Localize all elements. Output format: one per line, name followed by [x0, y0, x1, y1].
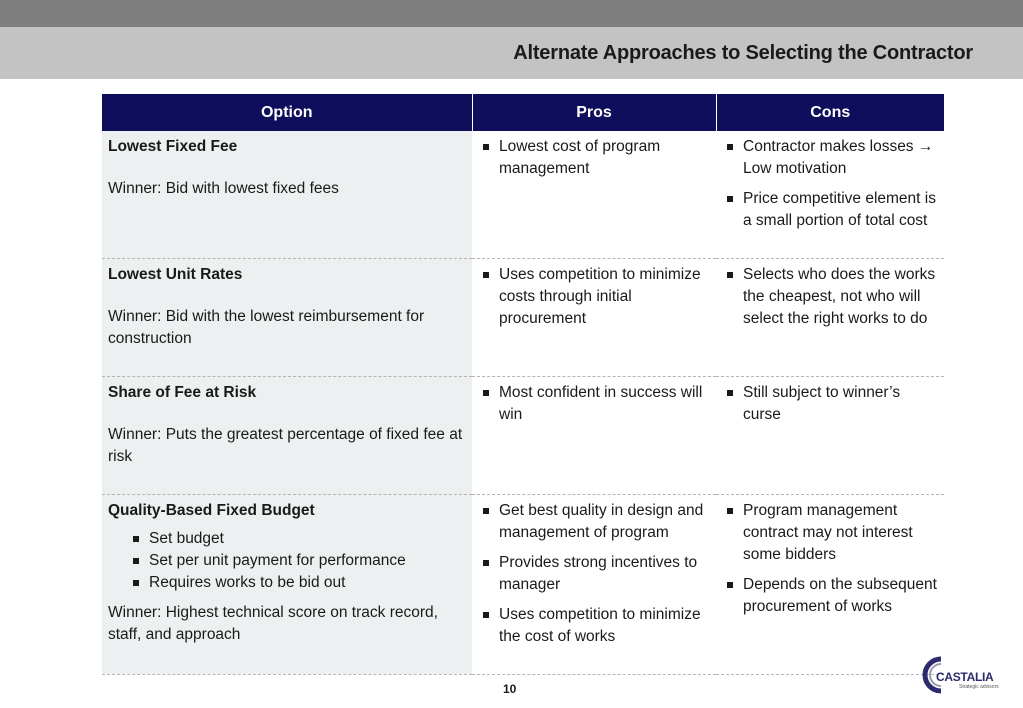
pros-item: Uses competition to minimize the cost of works	[478, 604, 710, 648]
cons-item: Program management contract may not interest some bidders	[722, 500, 938, 566]
cons-item: Price competitive element is a small portion of total cost	[722, 188, 938, 232]
table-row	[102, 494, 944, 674]
pros-item: Lowest cost of program management	[478, 136, 710, 180]
sub-list	[108, 528, 466, 594]
winner-text: Winner: Bid with lowest fixed fees	[108, 180, 339, 197]
table-row	[102, 131, 944, 258]
header-row	[102, 94, 944, 131]
sub-item: Requires works to be bid out	[108, 572, 466, 594]
header-cons: Cons	[716, 94, 944, 131]
header-option: Option	[102, 94, 472, 131]
table-row	[102, 258, 944, 376]
option-name: Lowest Unit Rates	[108, 265, 243, 283]
header-pros: Pros	[472, 94, 716, 131]
winner-text: Winner: Highest technical score on track record, staff, and approach	[108, 603, 438, 643]
pros-cell	[472, 494, 716, 674]
sub-item: Set per unit payment for performance	[108, 550, 466, 572]
pros-cell	[472, 376, 716, 494]
option-name: Share of Fee at Risk	[108, 383, 257, 401]
page-number: 10	[503, 682, 517, 696]
winner-text: Winner: Bid with the lowest reimbursement for construction	[108, 307, 425, 347]
logo-tagline: Strategic advisors	[959, 684, 999, 690]
option-cell	[102, 376, 472, 494]
cons-item: Contractor makes losses → Low motivation	[722, 136, 938, 180]
cons-cell	[716, 494, 944, 674]
slide-title: Alternate Approaches to Selecting the Contractor	[513, 42, 973, 64]
option-cell	[102, 131, 472, 258]
pros-item: Provides strong incentives to manager	[478, 552, 710, 596]
cons-item: Still subject to winner’s curse	[722, 382, 938, 426]
winner-text: Winner: Puts the greatest percentage of fixed fee at risk	[108, 425, 463, 465]
option-name: Lowest Fixed Fee	[108, 138, 238, 155]
top-band	[0, 0, 1023, 27]
comparison-table	[102, 94, 944, 675]
cons-cell	[716, 258, 944, 376]
option-cell	[102, 494, 472, 674]
pros-item: Get best quality in design and management of program	[478, 500, 710, 544]
cons-cell	[716, 376, 944, 494]
option-name: Quality-Based Fixed Budget	[108, 501, 315, 519]
pros-item: Most confident in success will win	[478, 382, 710, 426]
cons-item: Selects who does the works the cheapest, not who will select the right works to do	[722, 264, 938, 330]
logo-name: CASTALIA	[936, 670, 994, 684]
pros-cell	[472, 131, 716, 258]
option-cell	[102, 258, 472, 376]
cons-item: Depends on the subsequent procurement of works	[722, 574, 938, 618]
pros-cell	[472, 258, 716, 376]
castalia-logo	[919, 655, 999, 695]
cons-cell	[716, 131, 944, 258]
sub-item: Set budget	[108, 528, 466, 550]
table-row	[102, 376, 944, 494]
pros-item: Uses competition to minimize costs through initial procurement	[478, 264, 710, 330]
